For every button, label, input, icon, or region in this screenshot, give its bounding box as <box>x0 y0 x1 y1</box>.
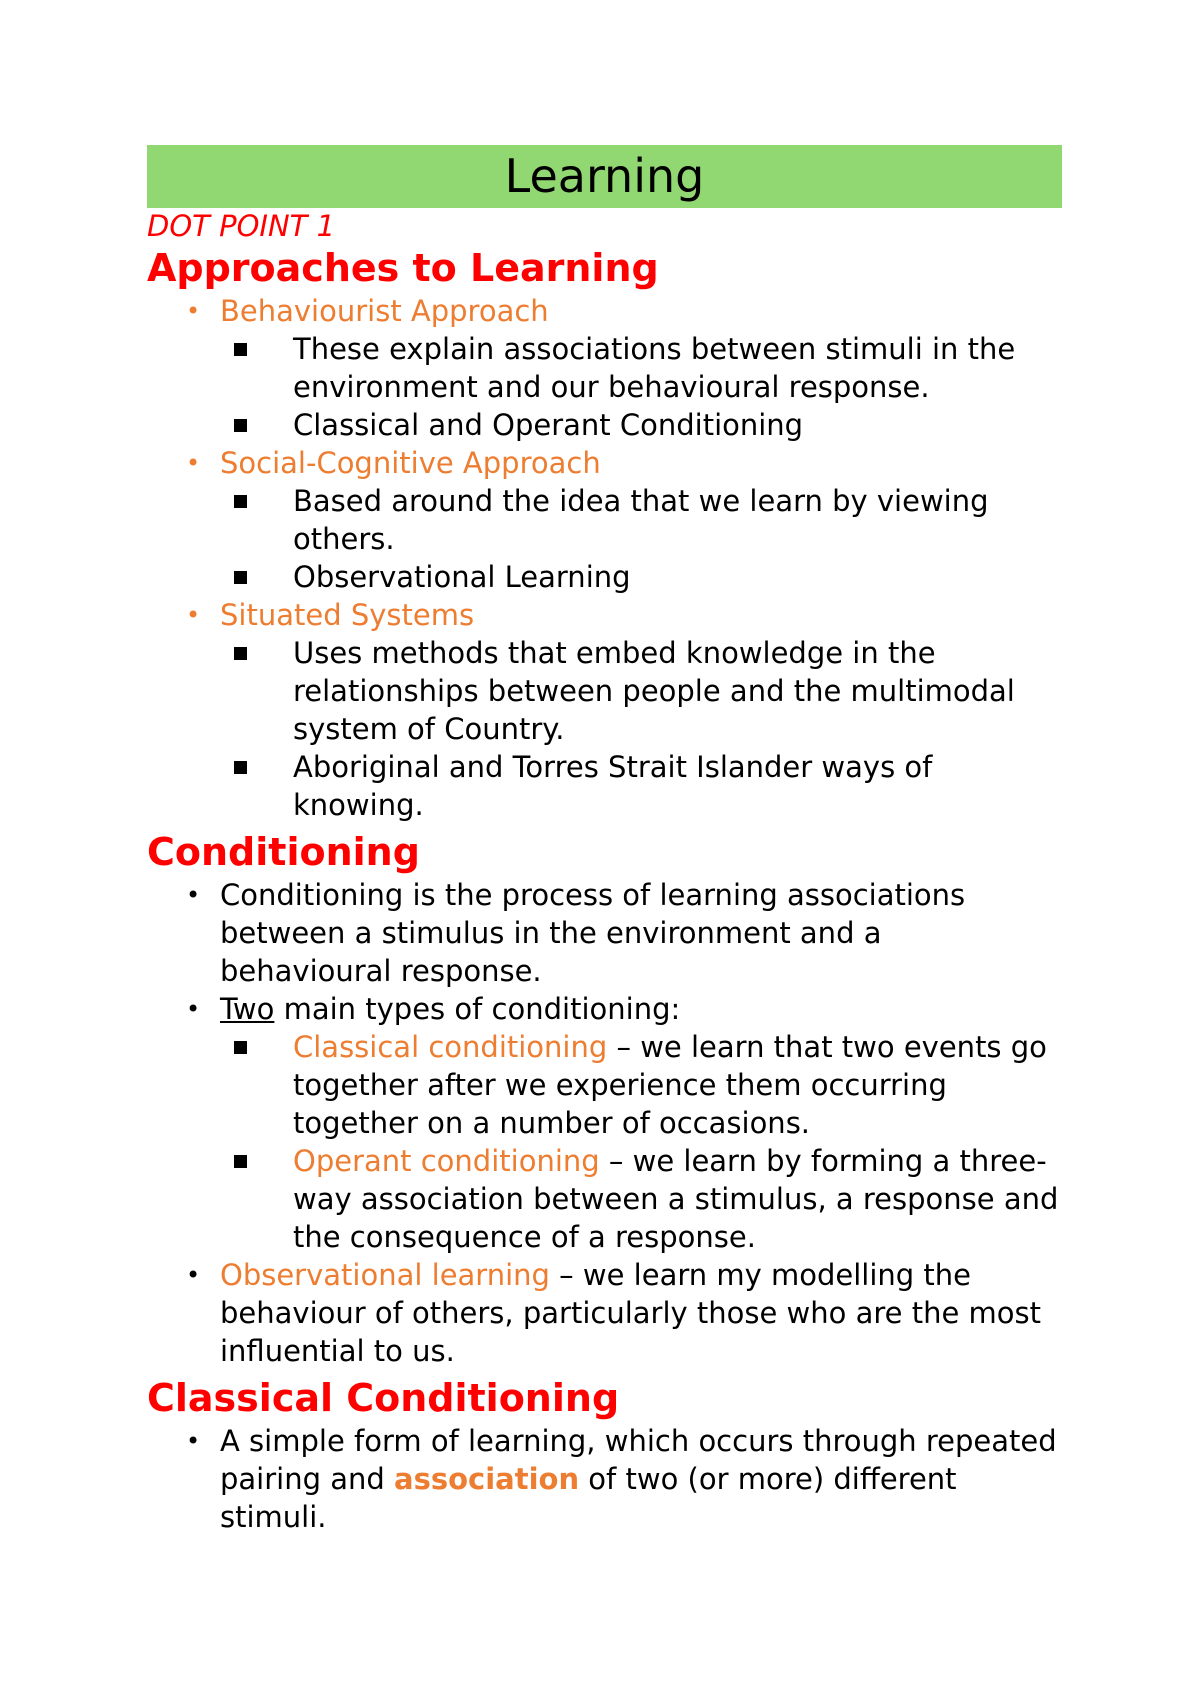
square-bullet-icon <box>234 419 247 432</box>
sub-item-text: Aboriginal and Torres Strait Islander ways of knowing. <box>293 750 933 822</box>
sub-list <box>220 482 1062 596</box>
square-bullet-icon <box>234 571 247 584</box>
sub-list <box>220 634 1062 824</box>
sub-list-item <box>220 634 1062 748</box>
sub-list-item <box>220 406 1062 444</box>
approaches-list <box>147 292 1062 824</box>
list-item <box>147 1256 1062 1370</box>
sub-item-text: These explain associations between stimuli in the environment and our behavioural response. <box>293 332 1016 404</box>
sub-list-item <box>220 482 1062 558</box>
sub-item-text: Classical and Operant Conditioning <box>293 408 804 442</box>
square-bullet-icon <box>234 343 247 356</box>
conditioning-list <box>147 876 1062 1370</box>
term-operant-conditioning: Operant conditioning <box>293 1144 600 1178</box>
term-classical-conditioning: Classical conditioning <box>293 1030 608 1064</box>
approach-label: Behaviourist Approach <box>220 294 549 328</box>
term-description: – we learn my modelling the behaviour of others, particularly those who are the most influential to us. <box>220 1258 1042 1368</box>
list-item-text: A simple form of learning, which occurs through repeated pairing and <box>220 1424 1057 1496</box>
list-item-text: Conditioning is the process of learning associations between a stimulus in the environment and a behavioural response. <box>220 878 966 988</box>
list-item <box>147 596 1062 824</box>
list-item <box>147 292 1062 444</box>
document-content <box>147 145 1062 1536</box>
sub-item-text: Based around the idea that we learn by viewing others. <box>293 484 989 556</box>
term-association: association <box>394 1462 580 1496</box>
term-observational-learning: Observational learning <box>220 1258 550 1292</box>
sub-list-item <box>220 330 1062 406</box>
list-item <box>147 444 1062 596</box>
sub-list <box>220 330 1062 444</box>
heading-approaches: Approaches to Learning <box>147 246 659 290</box>
term-description: – we learn by forming a three-way association between a stimulus, a response and the consequence of a response. <box>293 1144 1059 1254</box>
heading-conditioning: Conditioning <box>147 830 420 874</box>
bullet-icon: • <box>186 601 201 629</box>
bullet-icon: • <box>186 297 201 325</box>
bullet-icon: • <box>186 1261 201 1289</box>
underlined-word: Two <box>220 992 275 1026</box>
square-bullet-icon <box>234 647 247 660</box>
sub-list-item <box>220 558 1062 596</box>
page-title: Learning <box>147 145 1062 208</box>
sub-list-item <box>220 1142 1062 1256</box>
term-description: – we learn that two events go together after we experience them occurring together on a number of occasions. <box>293 1030 1047 1140</box>
heading-classical-conditioning: Classical Conditioning <box>147 1376 620 1420</box>
square-bullet-icon <box>234 495 247 508</box>
approach-label: Social-Cognitive Approach <box>220 446 601 480</box>
bullet-icon: • <box>186 449 201 477</box>
classical-list <box>147 1422 1062 1536</box>
sub-item-text: Observational Learning <box>293 560 631 594</box>
dot-point-label: DOT POINT 1 <box>147 209 336 243</box>
sub-list-item <box>220 1028 1062 1142</box>
approach-label: Situated Systems <box>220 598 475 632</box>
sub-list-item <box>220 748 1062 824</box>
list-item-text: main types of conditioning: <box>274 992 681 1026</box>
bullet-icon: • <box>186 995 201 1023</box>
list-item <box>147 876 1062 990</box>
square-bullet-icon <box>234 761 247 774</box>
list-item <box>147 990 1062 1256</box>
sub-item-text: Uses methods that embed knowledge in the relationships between people and the multimodal system of Country. <box>293 636 1015 746</box>
square-bullet-icon <box>234 1155 247 1168</box>
list-item <box>147 1422 1062 1536</box>
sub-list <box>220 1028 1062 1256</box>
bullet-icon: • <box>186 881 201 909</box>
square-bullet-icon <box>234 1041 247 1054</box>
list-item-text: of two (or more) different stimuli. <box>220 1462 957 1534</box>
bullet-icon: • <box>186 1427 201 1455</box>
